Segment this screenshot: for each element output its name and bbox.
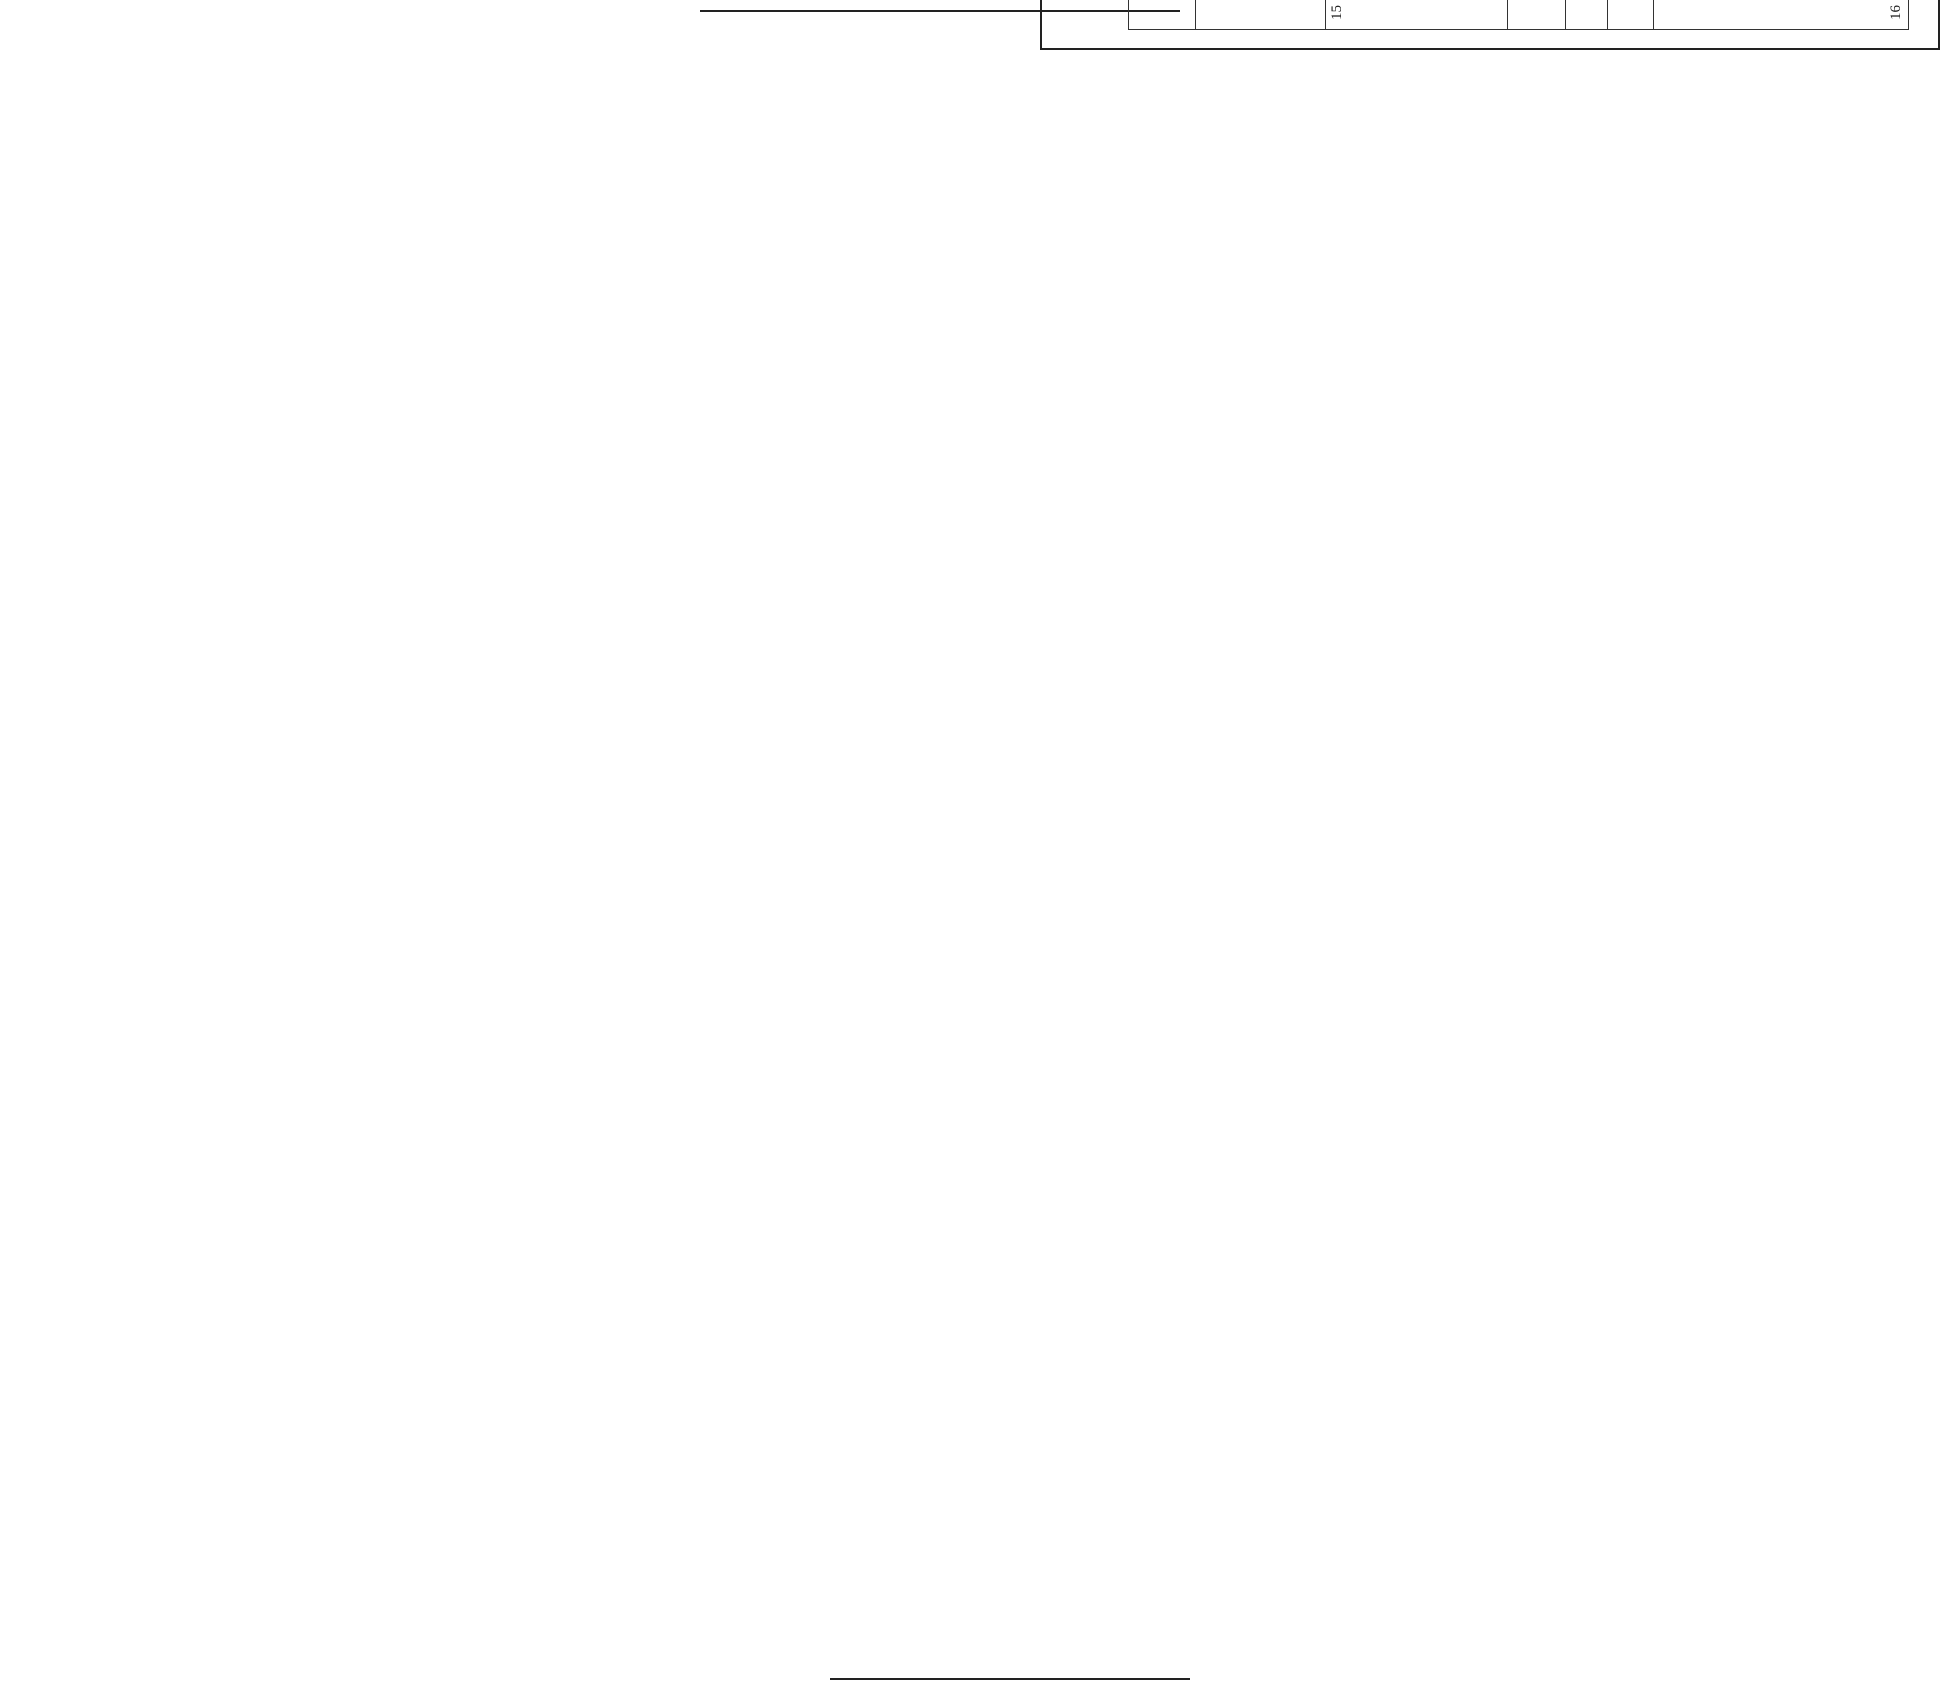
row-number xyxy=(1654,0,1909,30)
table-row xyxy=(1608,0,1654,30)
table-row xyxy=(1654,0,1909,30)
cell xyxy=(1129,0,1196,30)
table-row xyxy=(1129,0,1196,30)
scan-edge-line-bottom xyxy=(830,1678,1190,1680)
table-row xyxy=(1508,0,1566,30)
cell xyxy=(1196,0,1326,30)
table-row xyxy=(1566,0,1608,30)
table-heading xyxy=(1046,0,1084,40)
cell xyxy=(1508,0,1566,30)
cell xyxy=(1608,0,1654,30)
row-number-text: 16 xyxy=(1888,5,1904,20)
heading-line-2 xyxy=(1065,0,1084,40)
heading-line-1 xyxy=(1046,0,1065,40)
table-row xyxy=(1196,0,1326,30)
row-number xyxy=(1326,0,1508,30)
rotated-page xyxy=(1040,0,1940,50)
norms-table xyxy=(1128,0,1909,30)
cell xyxy=(1566,0,1608,30)
row-number-text: 15 xyxy=(1329,5,1345,20)
table-row xyxy=(1326,0,1508,30)
